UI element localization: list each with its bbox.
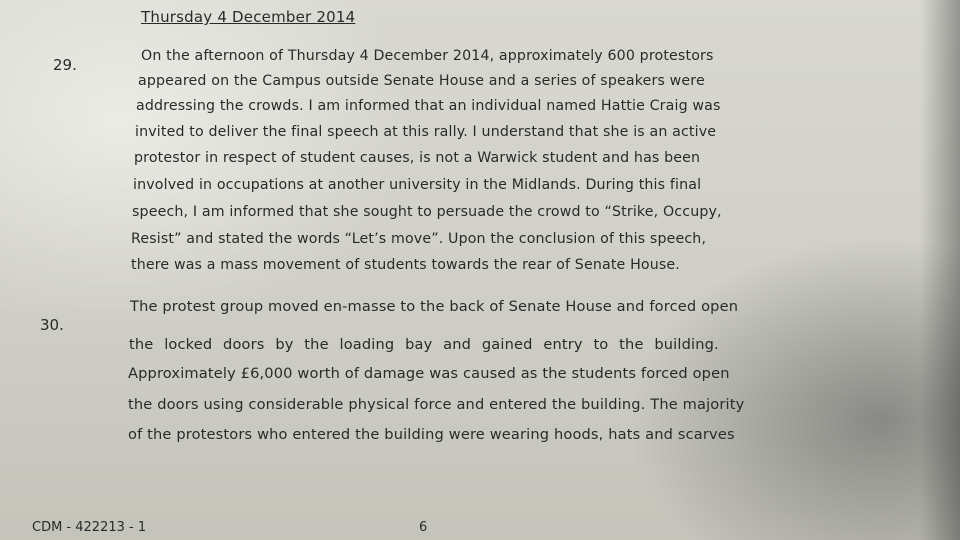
document-reference: CDM - 422213 - 1	[32, 520, 147, 535]
paragraph-line: invited to deliver the final speech at this rally. I understand that she is an active	[135, 124, 717, 140]
page-edge-shadow	[920, 0, 960, 540]
section-heading: Thursday 4 December 2014	[141, 8, 356, 26]
paragraph-line: Resist” and stated the words “Let’s move”. Upon the conclusion of this speech,	[131, 231, 707, 247]
paragraph-line: Approximately £6,000 worth of damage was caused as the students forced open	[128, 365, 730, 382]
paragraph-line: appeared on the Campus outside Senate House and a series of speakers were	[138, 73, 705, 89]
paragraph-line: speech, I am informed that she sought to persuade the crowd to “Strike, Occupy,	[132, 204, 722, 220]
paragraph-number: 29.	[53, 56, 77, 74]
paragraph-line: involved in occupations at another university in the Midlands. During this final	[133, 177, 702, 193]
page-number: 6	[419, 520, 428, 535]
paragraph-line: addressing the crowds. I am informed that an individual named Hattie Craig was	[136, 98, 721, 114]
paragraph-line: there was a mass movement of students towards the rear of Senate House.	[131, 257, 680, 273]
paragraph-line: The protest group moved en-masse to the back of Senate House and forced open	[130, 298, 739, 315]
paragraph-number: 30.	[40, 316, 64, 334]
paragraph-line: protestor in respect of student causes, is not a Warwick student and has been	[134, 150, 701, 166]
paragraph-line: of the protestors who entered the building were wearing hoods, hats and scarves	[128, 426, 735, 443]
paragraph-line: the doors using considerable physical force and entered the building. The majority	[128, 396, 745, 413]
paragraph-line: On the afternoon of Thursday 4 December 2014, approximately 600 protestors	[141, 48, 714, 64]
paragraph-line: the locked doors by the loading bay and gained entry to the building.	[129, 336, 719, 353]
